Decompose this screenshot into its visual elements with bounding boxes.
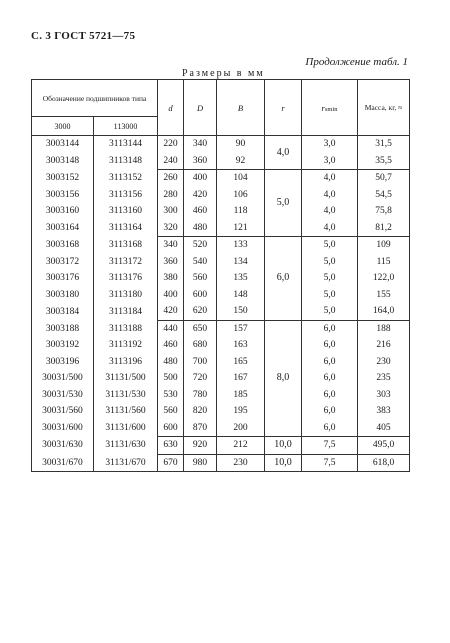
designation-3000: 3003148 xyxy=(32,153,94,170)
mass: 31,5 xyxy=(358,136,410,153)
inner-diameter: 280 xyxy=(158,187,184,204)
inner-diameter: 440 xyxy=(158,320,184,337)
width: 230 xyxy=(217,454,265,472)
table-row xyxy=(32,370,410,387)
mass: 235 xyxy=(358,370,410,387)
outer-diameter: 700 xyxy=(184,354,217,371)
designation-113000: 3113176 xyxy=(94,270,158,287)
width: 157 xyxy=(217,320,265,337)
header-rsmin xyxy=(302,80,358,136)
designation-113000: 3113196 xyxy=(94,354,158,371)
outer-diameter: 780 xyxy=(184,387,217,404)
table-row xyxy=(32,387,410,404)
designation-113000: 3113184 xyxy=(94,303,158,320)
radius-rsmin: 6,0 xyxy=(302,337,358,354)
designation-3000: 3003188 xyxy=(32,320,94,337)
width: 118 xyxy=(217,203,265,220)
mass: 155 xyxy=(358,287,410,304)
header-mass: Масса, кг, ≈ xyxy=(358,80,410,136)
radius-r: 6,0 xyxy=(265,237,302,321)
designation-3000: 30031/560 xyxy=(32,403,94,420)
mass: 495,0 xyxy=(358,437,410,455)
width: 212 xyxy=(217,437,265,455)
width: 90 xyxy=(217,136,265,153)
radius-rsmin: 3,0 xyxy=(302,136,358,153)
table-row xyxy=(32,220,410,237)
inner-diameter: 560 xyxy=(158,403,184,420)
designation-3000: 3003144 xyxy=(32,136,94,153)
designation-3000: 30031/630 xyxy=(32,437,94,455)
inner-diameter: 240 xyxy=(158,153,184,170)
table-row xyxy=(32,403,410,420)
table-row xyxy=(32,270,410,287)
radius-rsmin: 5,0 xyxy=(302,270,358,287)
outer-diameter: 520 xyxy=(184,237,217,254)
radius-rsmin: 6,0 xyxy=(302,403,358,420)
radius-rsmin: 6,0 xyxy=(302,320,358,337)
inner-diameter: 320 xyxy=(158,220,184,237)
table-row xyxy=(32,303,410,320)
radius-rsmin: 7,5 xyxy=(302,437,358,455)
bearing-table xyxy=(31,79,410,472)
designation-113000: 3113152 xyxy=(94,170,158,187)
header-type-3000: 3000 xyxy=(32,117,94,136)
mass: 303 xyxy=(358,387,410,404)
designation-3000: 30031/670 xyxy=(32,454,94,472)
mass: 188 xyxy=(358,320,410,337)
radius-rsmin: 5,0 xyxy=(302,303,358,320)
radius-r: 10,0 xyxy=(265,454,302,472)
designation-3000: 3003176 xyxy=(32,270,94,287)
radius-rsmin: 5,0 xyxy=(302,254,358,271)
table-body xyxy=(32,136,410,472)
inner-diameter: 480 xyxy=(158,354,184,371)
designation-3000: 30031/530 xyxy=(32,387,94,404)
page-header: С. 3 ГОСТ 5721—75 xyxy=(31,30,136,42)
table-row xyxy=(32,237,410,254)
designation-3000: 3003196 xyxy=(32,354,94,371)
outer-diameter: 870 xyxy=(184,420,217,437)
mass: 230 xyxy=(358,354,410,371)
designation-113000: 31131/630 xyxy=(94,437,158,455)
outer-diameter: 420 xyxy=(184,187,217,204)
units-caption: Размеры в мм xyxy=(182,68,265,79)
width: 200 xyxy=(217,420,265,437)
designation-113000: 3113188 xyxy=(94,320,158,337)
width: 104 xyxy=(217,170,265,187)
radius-rsmin: 6,0 xyxy=(302,370,358,387)
designation-113000: 3113160 xyxy=(94,203,158,220)
designation-3000: 3003160 xyxy=(32,203,94,220)
inner-diameter: 400 xyxy=(158,287,184,304)
outer-diameter: 600 xyxy=(184,287,217,304)
designation-113000: 3113164 xyxy=(94,220,158,237)
inner-diameter: 220 xyxy=(158,136,184,153)
designation-3000: 3003168 xyxy=(32,237,94,254)
inner-diameter: 500 xyxy=(158,370,184,387)
radius-r: 10,0 xyxy=(265,437,302,455)
outer-diameter: 560 xyxy=(184,270,217,287)
table-row xyxy=(32,337,410,354)
inner-diameter: 600 xyxy=(158,420,184,437)
designation-3000: 30031/500 xyxy=(32,370,94,387)
designation-113000: 3113172 xyxy=(94,254,158,271)
radius-rsmin: 4,0 xyxy=(302,170,358,187)
designation-3000: 3003184 xyxy=(32,303,94,320)
outer-diameter: 460 xyxy=(184,203,217,220)
inner-diameter: 260 xyxy=(158,170,184,187)
table-row xyxy=(32,437,410,455)
radius-r: 4,0 xyxy=(265,136,302,170)
mass: 50,7 xyxy=(358,170,410,187)
outer-diameter: 480 xyxy=(184,220,217,237)
designation-113000: 31131/500 xyxy=(94,370,158,387)
table-row xyxy=(32,320,410,337)
designation-113000: 31131/600 xyxy=(94,420,158,437)
header-rsmin-sub: smin xyxy=(324,105,338,113)
designation-3000: 3003152 xyxy=(32,170,94,187)
inner-diameter: 360 xyxy=(158,254,184,271)
radius-rsmin: 5,0 xyxy=(302,237,358,254)
designation-3000: 3003172 xyxy=(32,254,94,271)
radius-rsmin: 6,0 xyxy=(302,420,358,437)
width: 121 xyxy=(217,220,265,237)
designation-113000: 31131/530 xyxy=(94,387,158,404)
outer-diameter: 650 xyxy=(184,320,217,337)
mass: 115 xyxy=(358,254,410,271)
width: 134 xyxy=(217,254,265,271)
width: 163 xyxy=(217,337,265,354)
header-d: d xyxy=(158,80,184,136)
radius-rsmin: 4,0 xyxy=(302,187,358,204)
width: 150 xyxy=(217,303,265,320)
table-row xyxy=(32,254,410,271)
table-row xyxy=(32,454,410,472)
table-row xyxy=(32,287,410,304)
mass: 81,2 xyxy=(358,220,410,237)
mass: 54,5 xyxy=(358,187,410,204)
table-row xyxy=(32,170,410,187)
outer-diameter: 400 xyxy=(184,170,217,187)
outer-diameter: 980 xyxy=(184,454,217,472)
header-rsmin-main: r xyxy=(321,102,325,113)
table-row xyxy=(32,420,410,437)
outer-diameter: 340 xyxy=(184,136,217,153)
radius-rsmin: 7,5 xyxy=(302,454,358,472)
header-type-113000: 113000 xyxy=(94,117,158,136)
table-row xyxy=(32,354,410,371)
width: 133 xyxy=(217,237,265,254)
table-row xyxy=(32,153,410,170)
designation-3000: 3003180 xyxy=(32,287,94,304)
header-bearing-type: Обозначение подшипников типа xyxy=(32,80,158,117)
designation-113000: 3113168 xyxy=(94,237,158,254)
header-r: r xyxy=(265,80,302,136)
mass: 164,0 xyxy=(358,303,410,320)
mass: 216 xyxy=(358,337,410,354)
designation-113000: 31131/560 xyxy=(94,403,158,420)
designation-113000: 3113148 xyxy=(94,153,158,170)
designation-3000: 3003164 xyxy=(32,220,94,237)
width: 148 xyxy=(217,287,265,304)
radius-rsmin: 5,0 xyxy=(302,287,358,304)
designation-3000: 3003156 xyxy=(32,187,94,204)
radius-rsmin: 6,0 xyxy=(302,354,358,371)
radius-rsmin: 4,0 xyxy=(302,203,358,220)
mass: 383 xyxy=(358,403,410,420)
mass: 109 xyxy=(358,237,410,254)
designation-113000: 3113156 xyxy=(94,187,158,204)
table-row xyxy=(32,203,410,220)
outer-diameter: 820 xyxy=(184,403,217,420)
designation-113000: 3113180 xyxy=(94,287,158,304)
radius-r: 8,0 xyxy=(265,320,302,437)
radius-rsmin: 4,0 xyxy=(302,220,358,237)
outer-diameter: 540 xyxy=(184,254,217,271)
width: 195 xyxy=(217,403,265,420)
mass: 75,8 xyxy=(358,203,410,220)
header-D: D xyxy=(184,80,217,136)
header-B: B xyxy=(217,80,265,136)
radius-rsmin: 3,0 xyxy=(302,153,358,170)
width: 92 xyxy=(217,153,265,170)
outer-diameter: 720 xyxy=(184,370,217,387)
width: 185 xyxy=(217,387,265,404)
outer-diameter: 920 xyxy=(184,437,217,455)
outer-diameter: 680 xyxy=(184,337,217,354)
designation-3000: 30031/600 xyxy=(32,420,94,437)
width: 165 xyxy=(217,354,265,371)
mass: 122,0 xyxy=(358,270,410,287)
designation-3000: 3003192 xyxy=(32,337,94,354)
width: 167 xyxy=(217,370,265,387)
width: 135 xyxy=(217,270,265,287)
table-row xyxy=(32,136,410,153)
width: 106 xyxy=(217,187,265,204)
mass: 35,5 xyxy=(358,153,410,170)
radius-rsmin: 6,0 xyxy=(302,387,358,404)
inner-diameter: 300 xyxy=(158,203,184,220)
designation-113000: 3113192 xyxy=(94,337,158,354)
inner-diameter: 630 xyxy=(158,437,184,455)
radius-r: 5,0 xyxy=(265,170,302,237)
outer-diameter: 620 xyxy=(184,303,217,320)
inner-diameter: 530 xyxy=(158,387,184,404)
table-row xyxy=(32,187,410,204)
designation-113000: 31131/670 xyxy=(94,454,158,472)
inner-diameter: 340 xyxy=(158,237,184,254)
inner-diameter: 380 xyxy=(158,270,184,287)
outer-diameter: 360 xyxy=(184,153,217,170)
table-continuation-label: Продолжение табл. 1 xyxy=(305,56,408,68)
inner-diameter: 460 xyxy=(158,337,184,354)
inner-diameter: 670 xyxy=(158,454,184,472)
inner-diameter: 420 xyxy=(158,303,184,320)
mass: 405 xyxy=(358,420,410,437)
designation-113000: 3113144 xyxy=(94,136,158,153)
mass: 618,0 xyxy=(358,454,410,472)
